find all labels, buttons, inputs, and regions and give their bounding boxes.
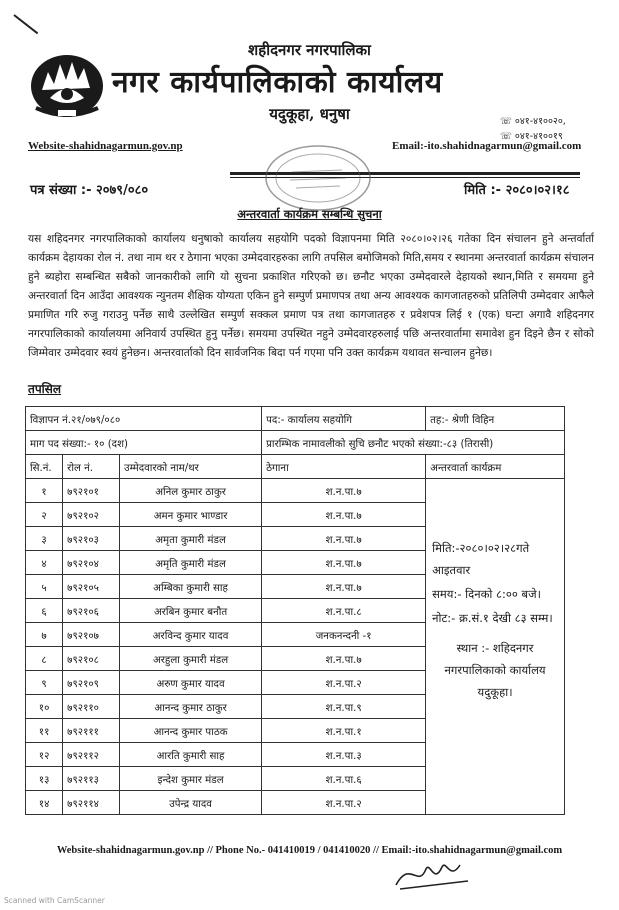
roll-cell: ७९२१०१ [63, 479, 120, 503]
website-link[interactable]: Website-shahidnagarmun.gov.np [28, 140, 183, 152]
address-cell: श.न.पा.९ [262, 695, 426, 719]
post-level: तह:- श्रेणी विहिन [426, 407, 565, 431]
address-cell: श.न.पा.७ [262, 503, 426, 527]
sn-cell: ३ [26, 527, 63, 551]
post-name: पद:- कार्यालय सहयोगि [262, 407, 426, 431]
municipality-name: शहीदनगर नगरपालिका [248, 41, 371, 59]
roll-cell: ७९२११२ [63, 743, 120, 767]
col-header-sn: सि.नं. [26, 455, 63, 479]
address-cell: श.न.पा.७ [262, 479, 426, 503]
roll-cell: ७९२११४ [63, 791, 120, 815]
name-cell: अमृता कुमारी मंडल [120, 527, 262, 551]
demand-count: माग पद संख्या:- १० (दश) [26, 431, 262, 455]
sn-cell: १ [26, 479, 63, 503]
sn-cell: ७ [26, 623, 63, 647]
office-address: यदुकूहा, धनुषा [269, 105, 350, 123]
sn-cell: ४ [26, 551, 63, 575]
name-cell: आरति कुमारी साह [120, 743, 262, 767]
advert-row [26, 407, 565, 431]
sn-cell: ६ [26, 599, 63, 623]
address-cell: श.न.पा.७ [262, 527, 426, 551]
address-cell: श.न.पा.७ [262, 551, 426, 575]
roll-cell: ७९२१०४ [63, 551, 120, 575]
col-header-name: उम्मेदवारको नाम/थर [120, 455, 262, 479]
sn-cell: ५ [26, 575, 63, 599]
roll-cell: ७९२१०२ [63, 503, 120, 527]
phone-2: ☏ ०४१-४१००१९ [500, 131, 563, 142]
sn-cell: ९ [26, 671, 63, 695]
address-cell: श.न.पा.१ [262, 719, 426, 743]
col-header-program: अन्तरवार्ता कार्यक्रम [426, 455, 565, 479]
advert-number: विज्ञापन नं.२१/०७९/०८० [26, 407, 262, 431]
address-cell: श.न.पा.२ [262, 671, 426, 695]
name-cell: अरुण कुमार यादव [120, 671, 262, 695]
details-heading: तपसिल [28, 382, 62, 396]
roll-cell: ७९२१०५ [63, 575, 120, 599]
candidate-table [25, 406, 565, 815]
notice-body: यस शहिदनगर नगरपालिकाको कार्यालय धनुषाको कार्यालय सहयोगि पदको विज्ञापनमा मिति २०८०।०२।२६ गतेका दिन संचालन हुने अन्तर्वार्ता कार्यक्रम देहायका रोल नं. तथा नाम थर र ठेगाना भएका उम्मेदवारहरुका लागि तपसिल बमोजिमको मिति,समय र स्थानमा अन्तरवार्ता कार्यक्रम संचालन हुने ब्यहोरा सम्बन्धित सबैको जानकारीको लागि यो सुचना प्रकाशित गरिएको छ। छनौट भएका उम्मेदवारले देहायको स्थान,मिति र समयमा हुने अन्तरवार्ता दिन आउँदा आवश्यक न्युनतम शैक्षिक योग्यता एकिन हुने सम्पुर्ण प्रमाणपत्र तथा अन्य आवश्यक कागजातहरुको प्रतिलिपी उम्मेदवार आफैले प्रमाणित गरि रुजु गराउनु पर्नेछ साथै उल्लेखित सम्पुर्ण सक्कल प्रमाण पत्र तथा कागजातहरु र प्रवेशपत्र लिई १ (एक) घन्टा अगावै शहिदनगर नगरपालिकाको कार्यालयमा अनिवार्य उपस्थित हुनु पर्नेछ। समयमा उपस्थित नहुने उम्मेदवारहरुलाई पछि अन्तरवार्तामा समावेश हुन दिइने छैन र सोको जिम्मेवार उम्मेदवार स्वयं हुनेछन। अन्तरवार्ताको दिन सार्वजनिक बिदा पर्न गएमा पनि उक्त कार्यक्रम यथावत सन्चालन हुनेछ। [28, 233, 594, 359]
address-cell: जनकनन्दनी -१ [262, 623, 426, 647]
sn-cell: १३ [26, 767, 63, 791]
name-cell: अरहुला कुमारी मंडल [120, 647, 262, 671]
col-header-address: ठेगाना [262, 455, 426, 479]
roll-cell: ७९२११० [63, 695, 120, 719]
count-row [26, 431, 565, 455]
name-cell: आनन्द कुमार पाठक [120, 719, 262, 743]
name-cell: अम्बिका कुमारी साह [120, 575, 262, 599]
name-cell: अरविन्द कुमार यादव [120, 623, 262, 647]
address-cell: श.न.पा.२ [262, 791, 426, 815]
office-stamp-seal [262, 142, 374, 214]
sn-cell: १० [26, 695, 63, 719]
signature [390, 855, 480, 895]
sn-cell: १४ [26, 791, 63, 815]
sn-cell: २ [26, 503, 63, 527]
name-cell: इन्देश कुमार मंडल [120, 767, 262, 791]
schedule-time: समय:- दिनको ८:०० बजे। [432, 587, 541, 601]
table-row [26, 479, 565, 503]
sn-cell: १२ [26, 743, 63, 767]
schedule-note: नोट:- क्र.सं.१ देखी ८३ सम्म। [432, 611, 553, 625]
address-cell: श.न.पा.७ [262, 647, 426, 671]
address-cell: श.न.पा.६ [262, 767, 426, 791]
name-cell: अरबिन कुमार बनौत [120, 599, 262, 623]
name-cell: अनिल कुमार ठाकुर [120, 479, 262, 503]
address-cell: श.न.पा.७ [262, 575, 426, 599]
schedule-date: मिति:-२०८०।०२।२८गते आइतवार [432, 541, 530, 577]
schedule-venue: स्थान :- शहिदनगर नगरपालिकाको कार्यालय यदुकूहा। [444, 641, 546, 699]
interview-schedule [426, 479, 565, 815]
notice-subject: अन्तरवार्ता कार्यक्रम सम्बन्धि सुचना [237, 207, 382, 221]
phone-1: ☏ ०४१-४१००२०, [500, 116, 566, 127]
reference-number: पत्र संख्या :- २०७९/०८० [30, 183, 149, 198]
roll-cell: ७९२११३ [63, 767, 120, 791]
col-header-roll: रोल नं. [63, 455, 120, 479]
footer-contact: Website-shahidnagarmun.gov.np // Phone No.- 041410019 / 041410020 // Email:-ito.shahidnagarmun@gmail.com [56, 845, 563, 856]
sn-cell: ११ [26, 719, 63, 743]
name-cell: अमृति कुमारी मंडल [120, 551, 262, 575]
corner-mark [13, 14, 38, 34]
roll-cell: ७९२१०७ [63, 623, 120, 647]
name-cell: अमन कुमार भाण्डार [120, 503, 262, 527]
roll-cell: ७९२१०३ [63, 527, 120, 551]
table-header-row [26, 455, 565, 479]
address-cell: श.न.पा.३ [262, 743, 426, 767]
office-title: नगर कार्यपालिकाको कार्यालय [112, 65, 443, 100]
roll-cell: ७९२१०६ [63, 599, 120, 623]
address-cell: श.न.पा.८ [262, 599, 426, 623]
name-cell: उपेन्द्र यादव [120, 791, 262, 815]
letter-date: मिति :- २०८०।०२।१८ [464, 183, 570, 198]
roll-cell: ७९२१०९ [63, 671, 120, 695]
name-cell: आनन्द कुमार ठाकुर [120, 695, 262, 719]
email-address[interactable]: Email:-ito.shahidnagarmun@gmail.com [392, 140, 582, 152]
roll-cell: ७९२१०८ [63, 647, 120, 671]
sn-cell: ८ [26, 647, 63, 671]
scanner-watermark: Scanned with CamScanner [4, 896, 105, 905]
roll-cell: ७९२१११ [63, 719, 120, 743]
shortlist-count: प्रारम्भिक नामावलीको सुचि छनौट भएको संख्या:-८३ (तिरासी) [262, 431, 565, 455]
